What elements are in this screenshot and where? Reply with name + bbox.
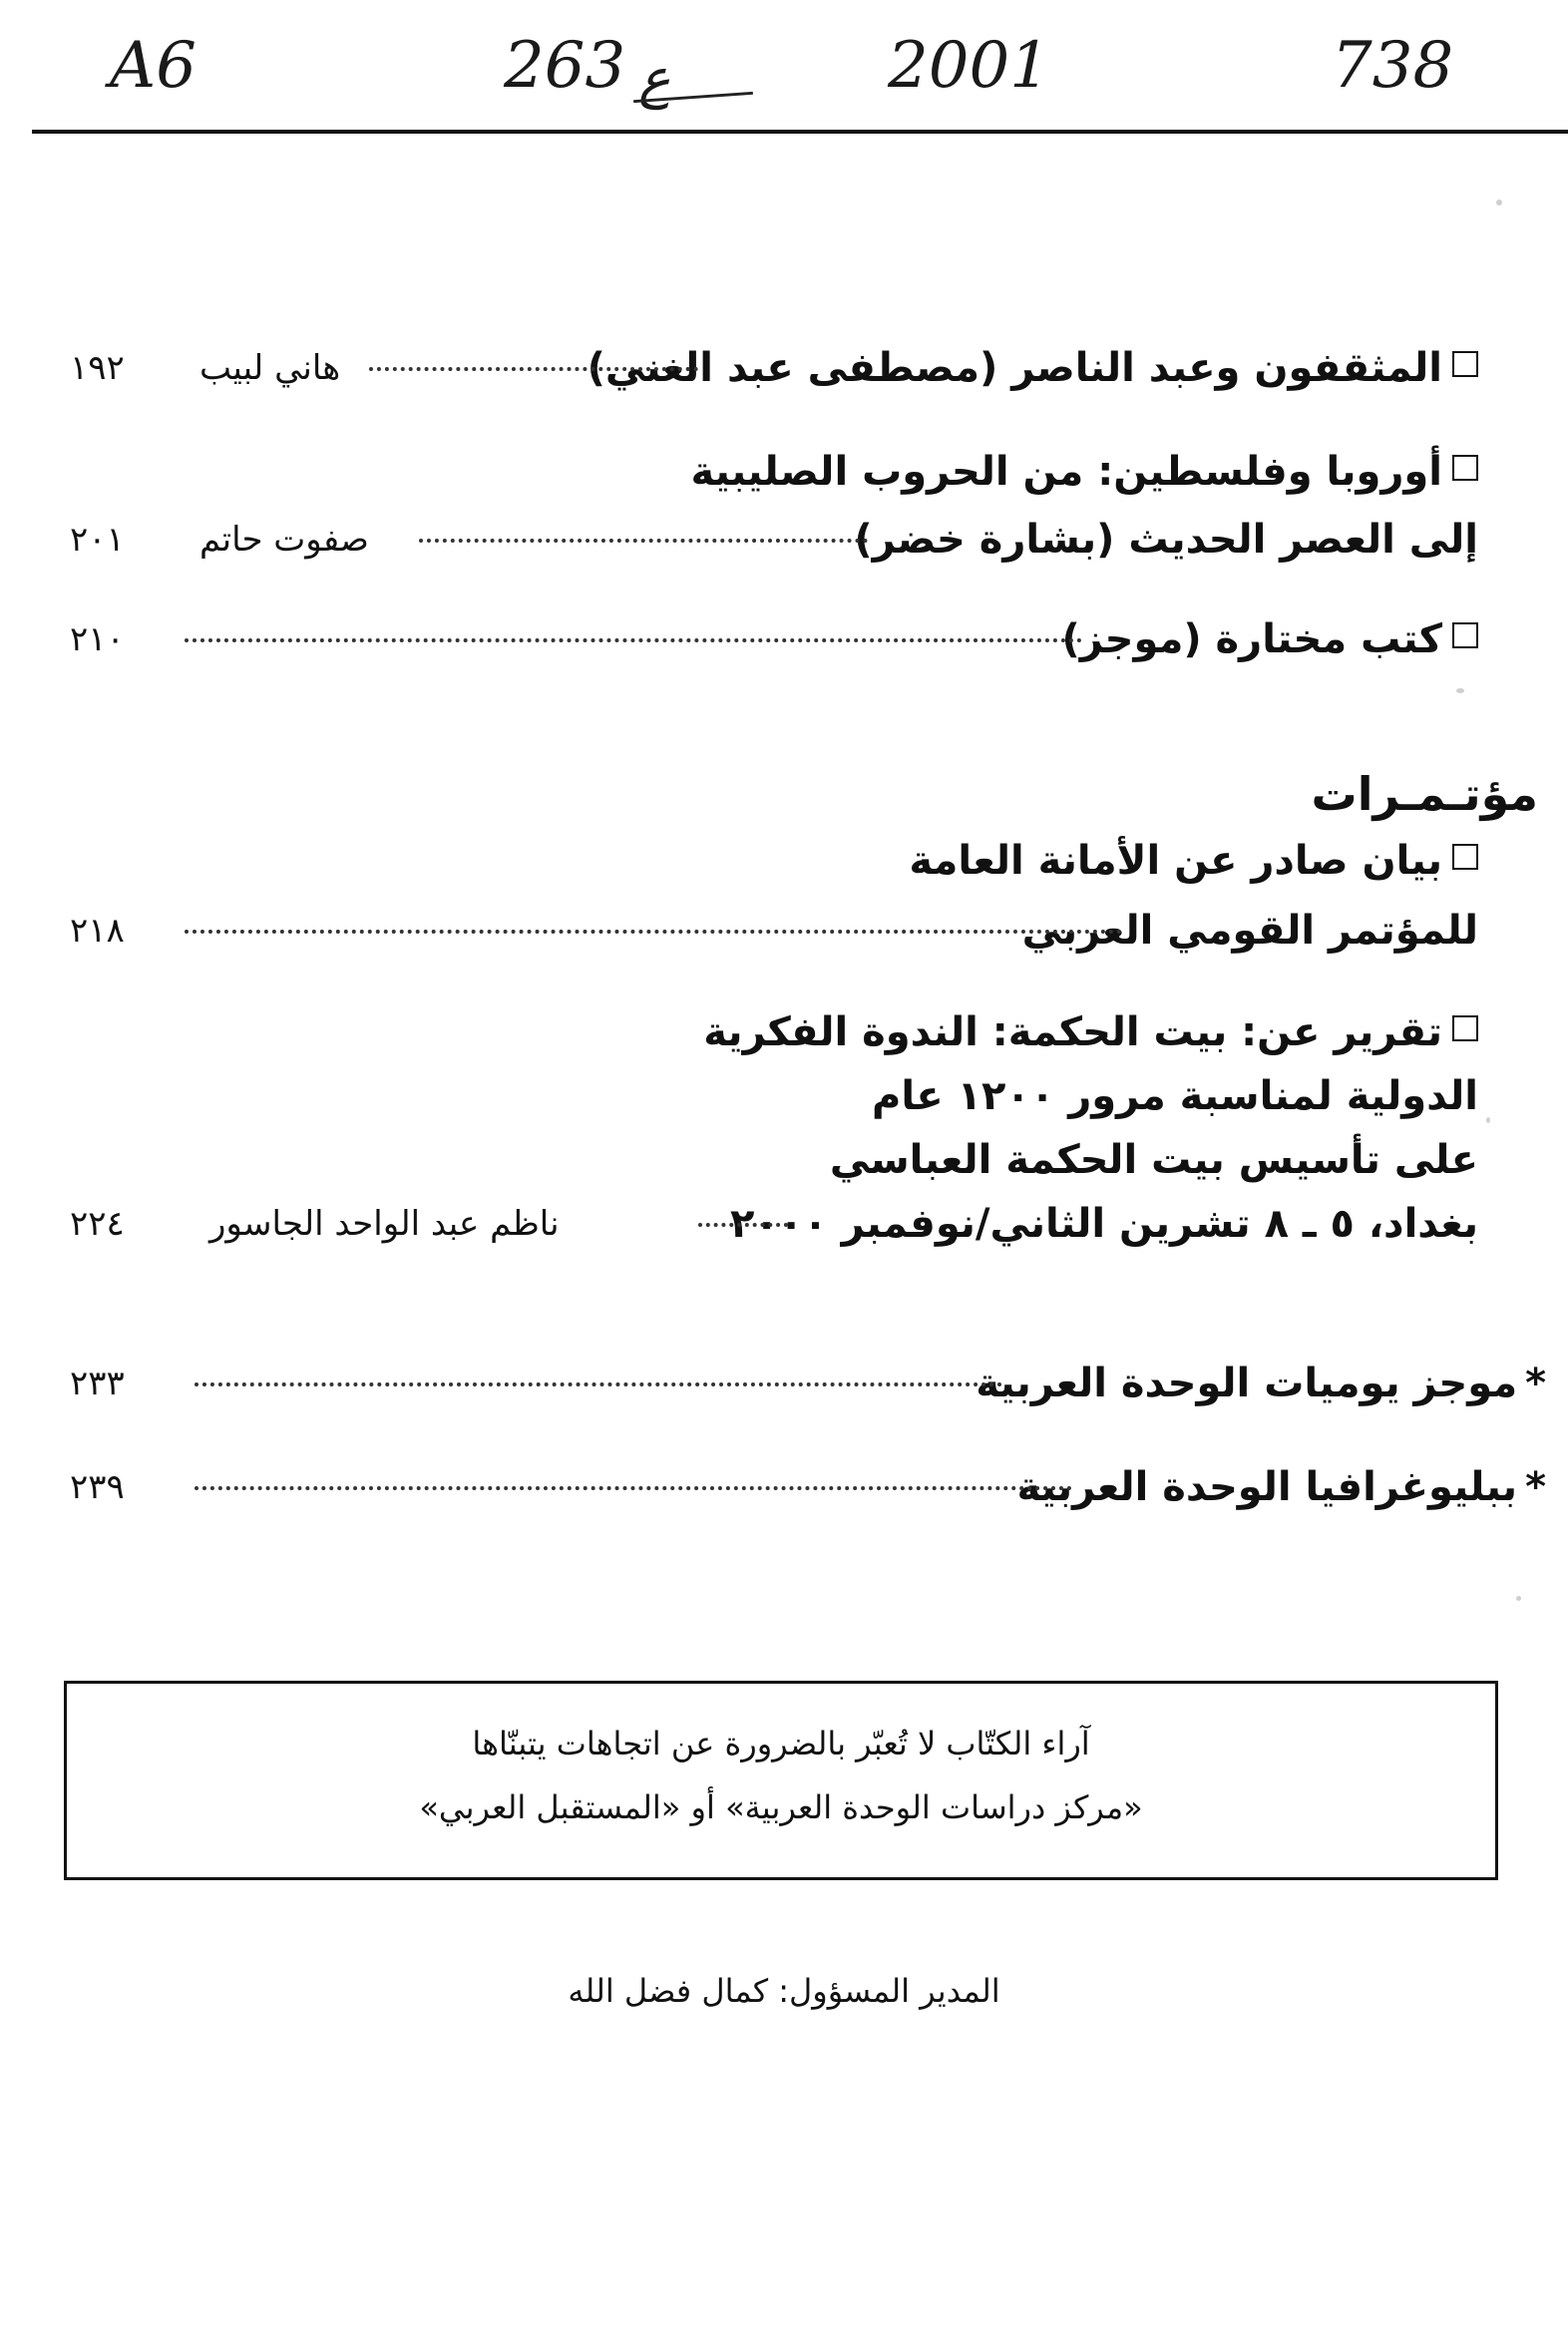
section-heading: مؤتـمـرات — [1311, 767, 1538, 821]
entry-page-number: ٢٣٩ — [70, 1467, 125, 1507]
header-rule — [32, 130, 1568, 134]
entry-page-number: ٢٣٣ — [70, 1364, 125, 1403]
checkbox-icon — [1452, 1015, 1478, 1041]
entry-title: أوروبا وفلسطين: من الحروب الصليبية — [690, 441, 1478, 503]
handwritten-code: A6 — [110, 29, 196, 103]
entry-title-line: بغداد، ٥ ـ ٨ تشرين الثاني/نوفمبر ٢٠٠٠ — [730, 1201, 1478, 1247]
entry-title-line: على تأسيس بيت الحكمة العباسي — [829, 1137, 1478, 1183]
toc-entry — [70, 1353, 1546, 1414]
checkbox-icon — [1452, 351, 1478, 377]
scan-speck — [1516, 1596, 1521, 1601]
handwritten-year: 2001 — [888, 29, 1050, 103]
scan-speck — [1496, 199, 1502, 205]
entry-title: *ببليوغرافيا الوحدة العربية — [1016, 1464, 1546, 1510]
entry-page-number: ١٩٢ — [70, 348, 125, 388]
entry-title-line: إلى العصر الحديث (بشارة خضر) — [854, 517, 1478, 563]
asterisk-icon: * — [1525, 1361, 1546, 1406]
checkbox-icon — [1452, 622, 1478, 648]
entry-title: تقرير عن: بيت الحكمة: الندوة الفكرية — [703, 1001, 1478, 1063]
toc-entry — [70, 830, 1498, 892]
scan-speck — [1456, 688, 1464, 693]
handwritten-page-number: 738 — [1332, 29, 1454, 103]
entry-title: *موجز يوميات الوحدة العربية — [976, 1361, 1546, 1406]
entry-title-line: الدولية لمناسبة مرور ١٢٠٠ عام — [872, 1073, 1478, 1119]
toc-entry-continuation — [70, 1129, 1498, 1191]
leader-dots — [698, 1223, 788, 1227]
entry-title: المثقفون وعبد الناصر (مصطفى عبد الغني) — [588, 337, 1478, 399]
leader-dots — [185, 638, 1082, 642]
disclaimer-line: «مركز دراسات الوحدة العربية» أو «المستقبل العربي» — [419, 1788, 1143, 1826]
handwritten-number: 263 — [504, 29, 626, 103]
entry-title-line: للمؤتمر القومي العربي — [1021, 908, 1478, 954]
entry-author: هاني لبيب — [199, 348, 341, 388]
entry-page-number: ٢٢٤ — [70, 1204, 125, 1244]
entry-author: صفوت حاتم — [199, 520, 369, 560]
leader-dots — [185, 930, 1122, 934]
toc-entry — [70, 1456, 1546, 1518]
entry-title: كتب مختارة (موجز) — [1062, 608, 1478, 670]
director-credit: المدير المسؤول: كمال فضل الله — [568, 1972, 1000, 2010]
leader-dots — [195, 1486, 1072, 1490]
disclaimer-box — [64, 1681, 1498, 1880]
handwritten-letter: ع — [638, 47, 671, 110]
entry-title: بيان صادر عن الأمانة العامة — [909, 830, 1478, 892]
toc-entry — [70, 441, 1478, 503]
toc-entry-continuation — [70, 1065, 1498, 1127]
toc-entry — [70, 337, 1478, 399]
entry-author: ناظم عبد الواحد الجاسور — [209, 1204, 560, 1244]
toc-entry-continuation — [70, 1193, 1498, 1255]
leader-dots — [369, 367, 698, 371]
checkbox-icon — [1452, 844, 1478, 870]
scan-speck — [1486, 1117, 1490, 1123]
entry-page-number: ٢٠١ — [70, 520, 125, 560]
checkbox-icon — [1452, 455, 1478, 481]
disclaimer-line: آراء الكتّاب لا تُعبّر بالضرورة عن اتجاهات يتبنّاها — [472, 1725, 1090, 1762]
asterisk-icon: * — [1525, 1464, 1546, 1510]
entry-page-number: ٢١٠ — [70, 619, 125, 659]
toc-entry — [70, 608, 1478, 670]
toc-entry — [70, 1001, 1498, 1063]
leader-dots — [195, 1382, 1002, 1386]
toc-entry-continuation — [70, 509, 1478, 571]
entry-page-number: ٢١٨ — [70, 911, 125, 951]
leader-dots — [419, 539, 868, 543]
toc-entry-continuation — [70, 900, 1498, 962]
